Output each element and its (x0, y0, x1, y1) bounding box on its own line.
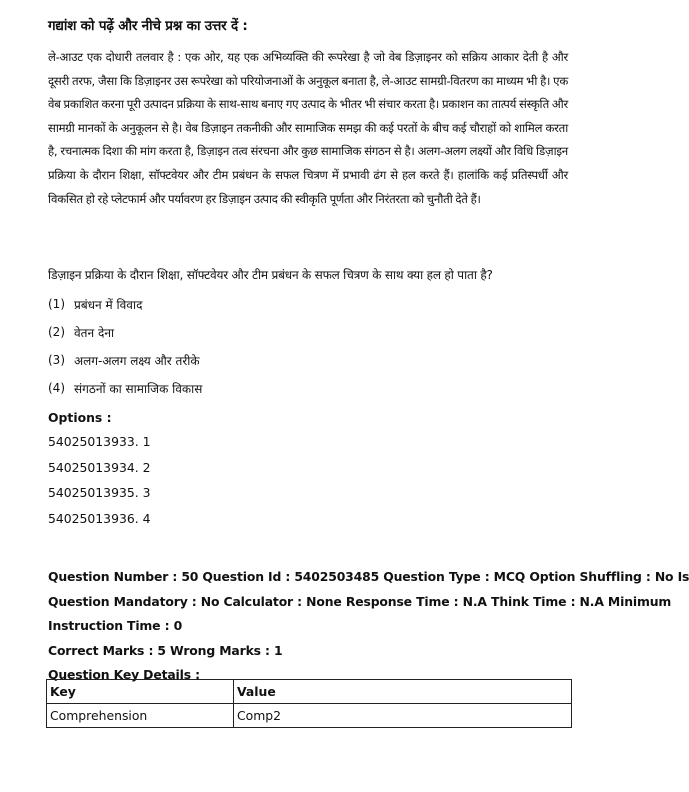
choice-1 (48, 290, 548, 318)
option-id-4: 54025013936. 4 (48, 510, 151, 526)
key-details-table (46, 679, 572, 728)
option-id-2: 54025013934. 2 (48, 459, 151, 475)
choice-label: प्रबंधन में विवाद (74, 297, 143, 312)
choice-label: संगठनों का सामाजिक विकास (74, 381, 203, 396)
options-list (48, 434, 150, 536)
choice-number: (3) (48, 353, 65, 367)
question-choices (48, 290, 548, 402)
meta-line: Question Key Details : (48, 667, 200, 682)
column-header-key: Key (47, 680, 234, 704)
passage-heading: गद्यांश को पढ़ें और नीचे प्रश्न का उत्तर दें : (48, 18, 248, 34)
choice-4 (48, 374, 548, 402)
table-header-row (47, 680, 572, 704)
options-heading: Options : (48, 410, 112, 425)
choice-2 (48, 318, 548, 346)
table-row (47, 704, 572, 728)
meta-line: Question Number : 50 Question Id : 5402503485 Question Type : MCQ Option Shuffling : No Is (48, 569, 689, 584)
choice-number: (4) (48, 381, 65, 395)
option-id-3: 54025013935. 3 (48, 485, 151, 500)
column-header-value: Value (234, 680, 572, 704)
passage-text: ले-आउट एक दोधारी तलवार है : एक ओर, यह एक अभिव्यक्ति की रूपरेखा है जो वेब डिज़ाइनर को सक्रिय आकार देती है और दूसरी तरफ, जैसा कि डिज़ाइनर उस रूपरेखा को परियोजनाओं के अनुकूल बनाता है, ले-आउट सामग्री-वितरण का माध्यम भी है। एक वेब प्रकाशित करना पूरी उत्पादन प्रक्रिया के साथ-साथ बनाए गए उत्पाद के भीतर भी संचार करता है। प्रकाशन का तात्पर्य संस्कृति और सामग्री मानकों के अनुकूलन से है। वेब डिज़ाइन तकनीकी और सामाजिक समझ की कई परतों के बीच कई चौराहों को शामिल करता है, रचनात्मक दिशा की मांग करता है, डिज़ाइन तत्व संरचना और कुछ सामाजिक संगठन से है। अलग-अलग लक्ष्यों और विधि डिज़ाइन प्रक्रिया के दौरान शिक्षा, सॉफ्टवेयर और टीम प्रबंधन के सफल चित्रण में प्रभावी ढंग से हल करते हैं। हालांकि कई प्रतिस्पर्धी और विकसित हो रहे प्लेटफार्म और पर्यावरण हर डिज़ाइन उत्पाद की स्वीकृति पूर्णता और निरंतरता को चुनौती देते हैं। (48, 50, 568, 206)
table-cell-value: Comp2 (234, 704, 572, 728)
question-text: डिज़ाइन प्रक्रिया के दौरान शिक्षा, सॉफ्टवेयर और टीम प्रबंधन के सफल चित्रण के साथ क्या हल हो पाता है? (48, 268, 493, 282)
choice-label: अलग-अलग लक्ष्य और तरीके (74, 353, 200, 368)
option-id-1: 54025013933. 1 (48, 434, 151, 449)
choice-3 (48, 346, 548, 374)
table-cell-key: Comprehension (47, 704, 234, 728)
choice-label: वेतन देना (74, 325, 115, 340)
choice-number: (2) (48, 325, 65, 339)
meta-line: Correct Marks : 5 Wrong Marks : 1 (48, 642, 283, 658)
meta-line: Instruction Time : 0 (48, 618, 183, 633)
meta-line: Question Mandatory : No Calculator : None Response Time : N.A Think Time : N.A Minimum (48, 593, 672, 609)
choice-number: (1) (48, 297, 65, 311)
question-meta (48, 565, 689, 688)
